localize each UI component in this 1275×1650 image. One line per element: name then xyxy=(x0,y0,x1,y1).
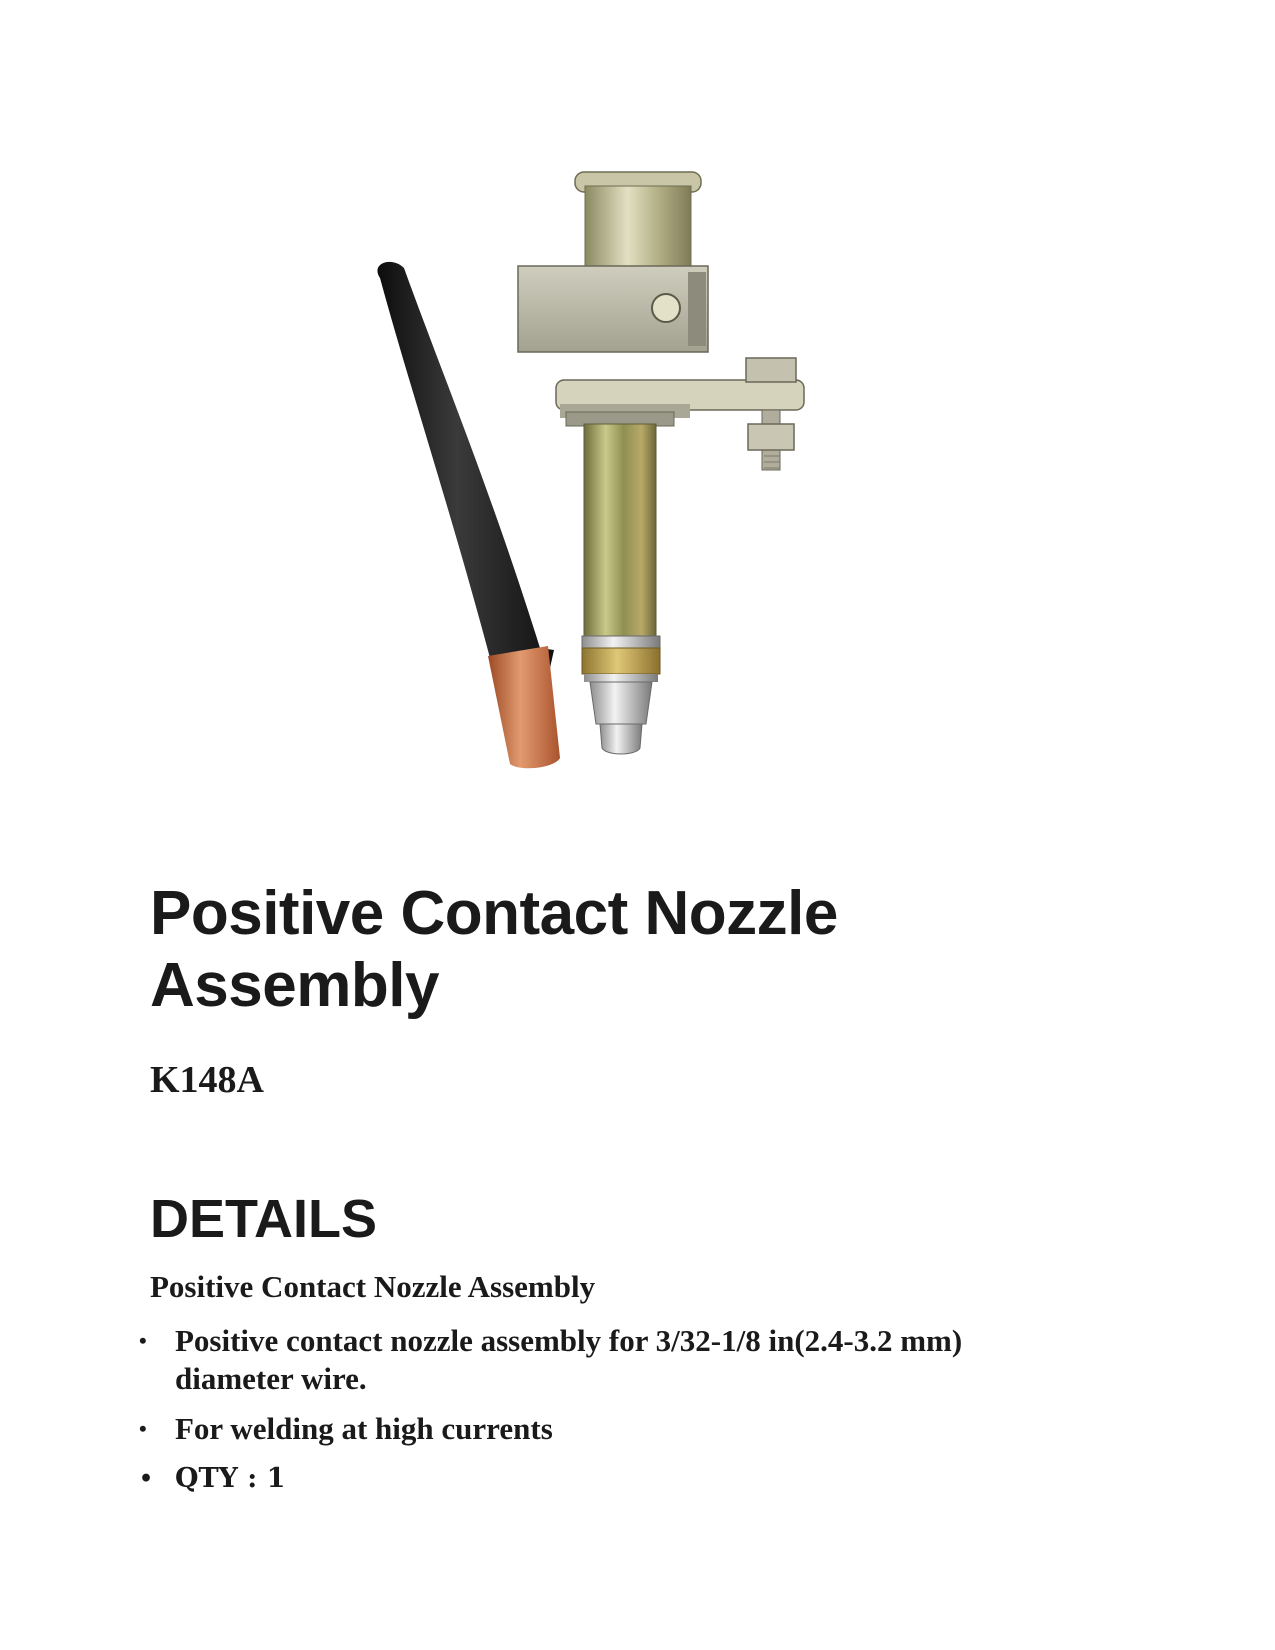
details-heading: DETAILS xyxy=(150,1189,377,1249)
nozzle-tip xyxy=(590,682,652,754)
knurled-nut xyxy=(582,636,660,682)
copper-tube xyxy=(488,646,560,768)
feature-text: Positive contact nozzle assembly for 3/32-1/8 in(2.4-3.2 mm) diameter wire. xyxy=(175,1323,963,1396)
feature-item xyxy=(139,1410,1050,1448)
bolt xyxy=(746,358,796,470)
bullet-icon: • xyxy=(139,1328,147,1353)
feature-text: For welding at high currents xyxy=(175,1411,553,1446)
contact-tube xyxy=(566,412,674,640)
product-title: Positive Contact Nozzle Assembly xyxy=(150,879,838,1020)
bullet-icon: • xyxy=(139,1416,147,1441)
bullet-icon: • xyxy=(139,1466,154,1492)
nozzle-cup xyxy=(575,172,701,268)
product-sku: K148A xyxy=(150,1059,264,1101)
clamp-block xyxy=(518,266,708,352)
feature-item xyxy=(139,1322,1050,1398)
details-subtitle: Positive Contact Nozzle Assembly xyxy=(150,1269,596,1304)
feature-item-qty xyxy=(139,1460,1050,1498)
product-photo xyxy=(370,168,820,808)
feature-text: QTY : 1 xyxy=(175,1463,286,1494)
feature-list xyxy=(139,1322,1050,1510)
